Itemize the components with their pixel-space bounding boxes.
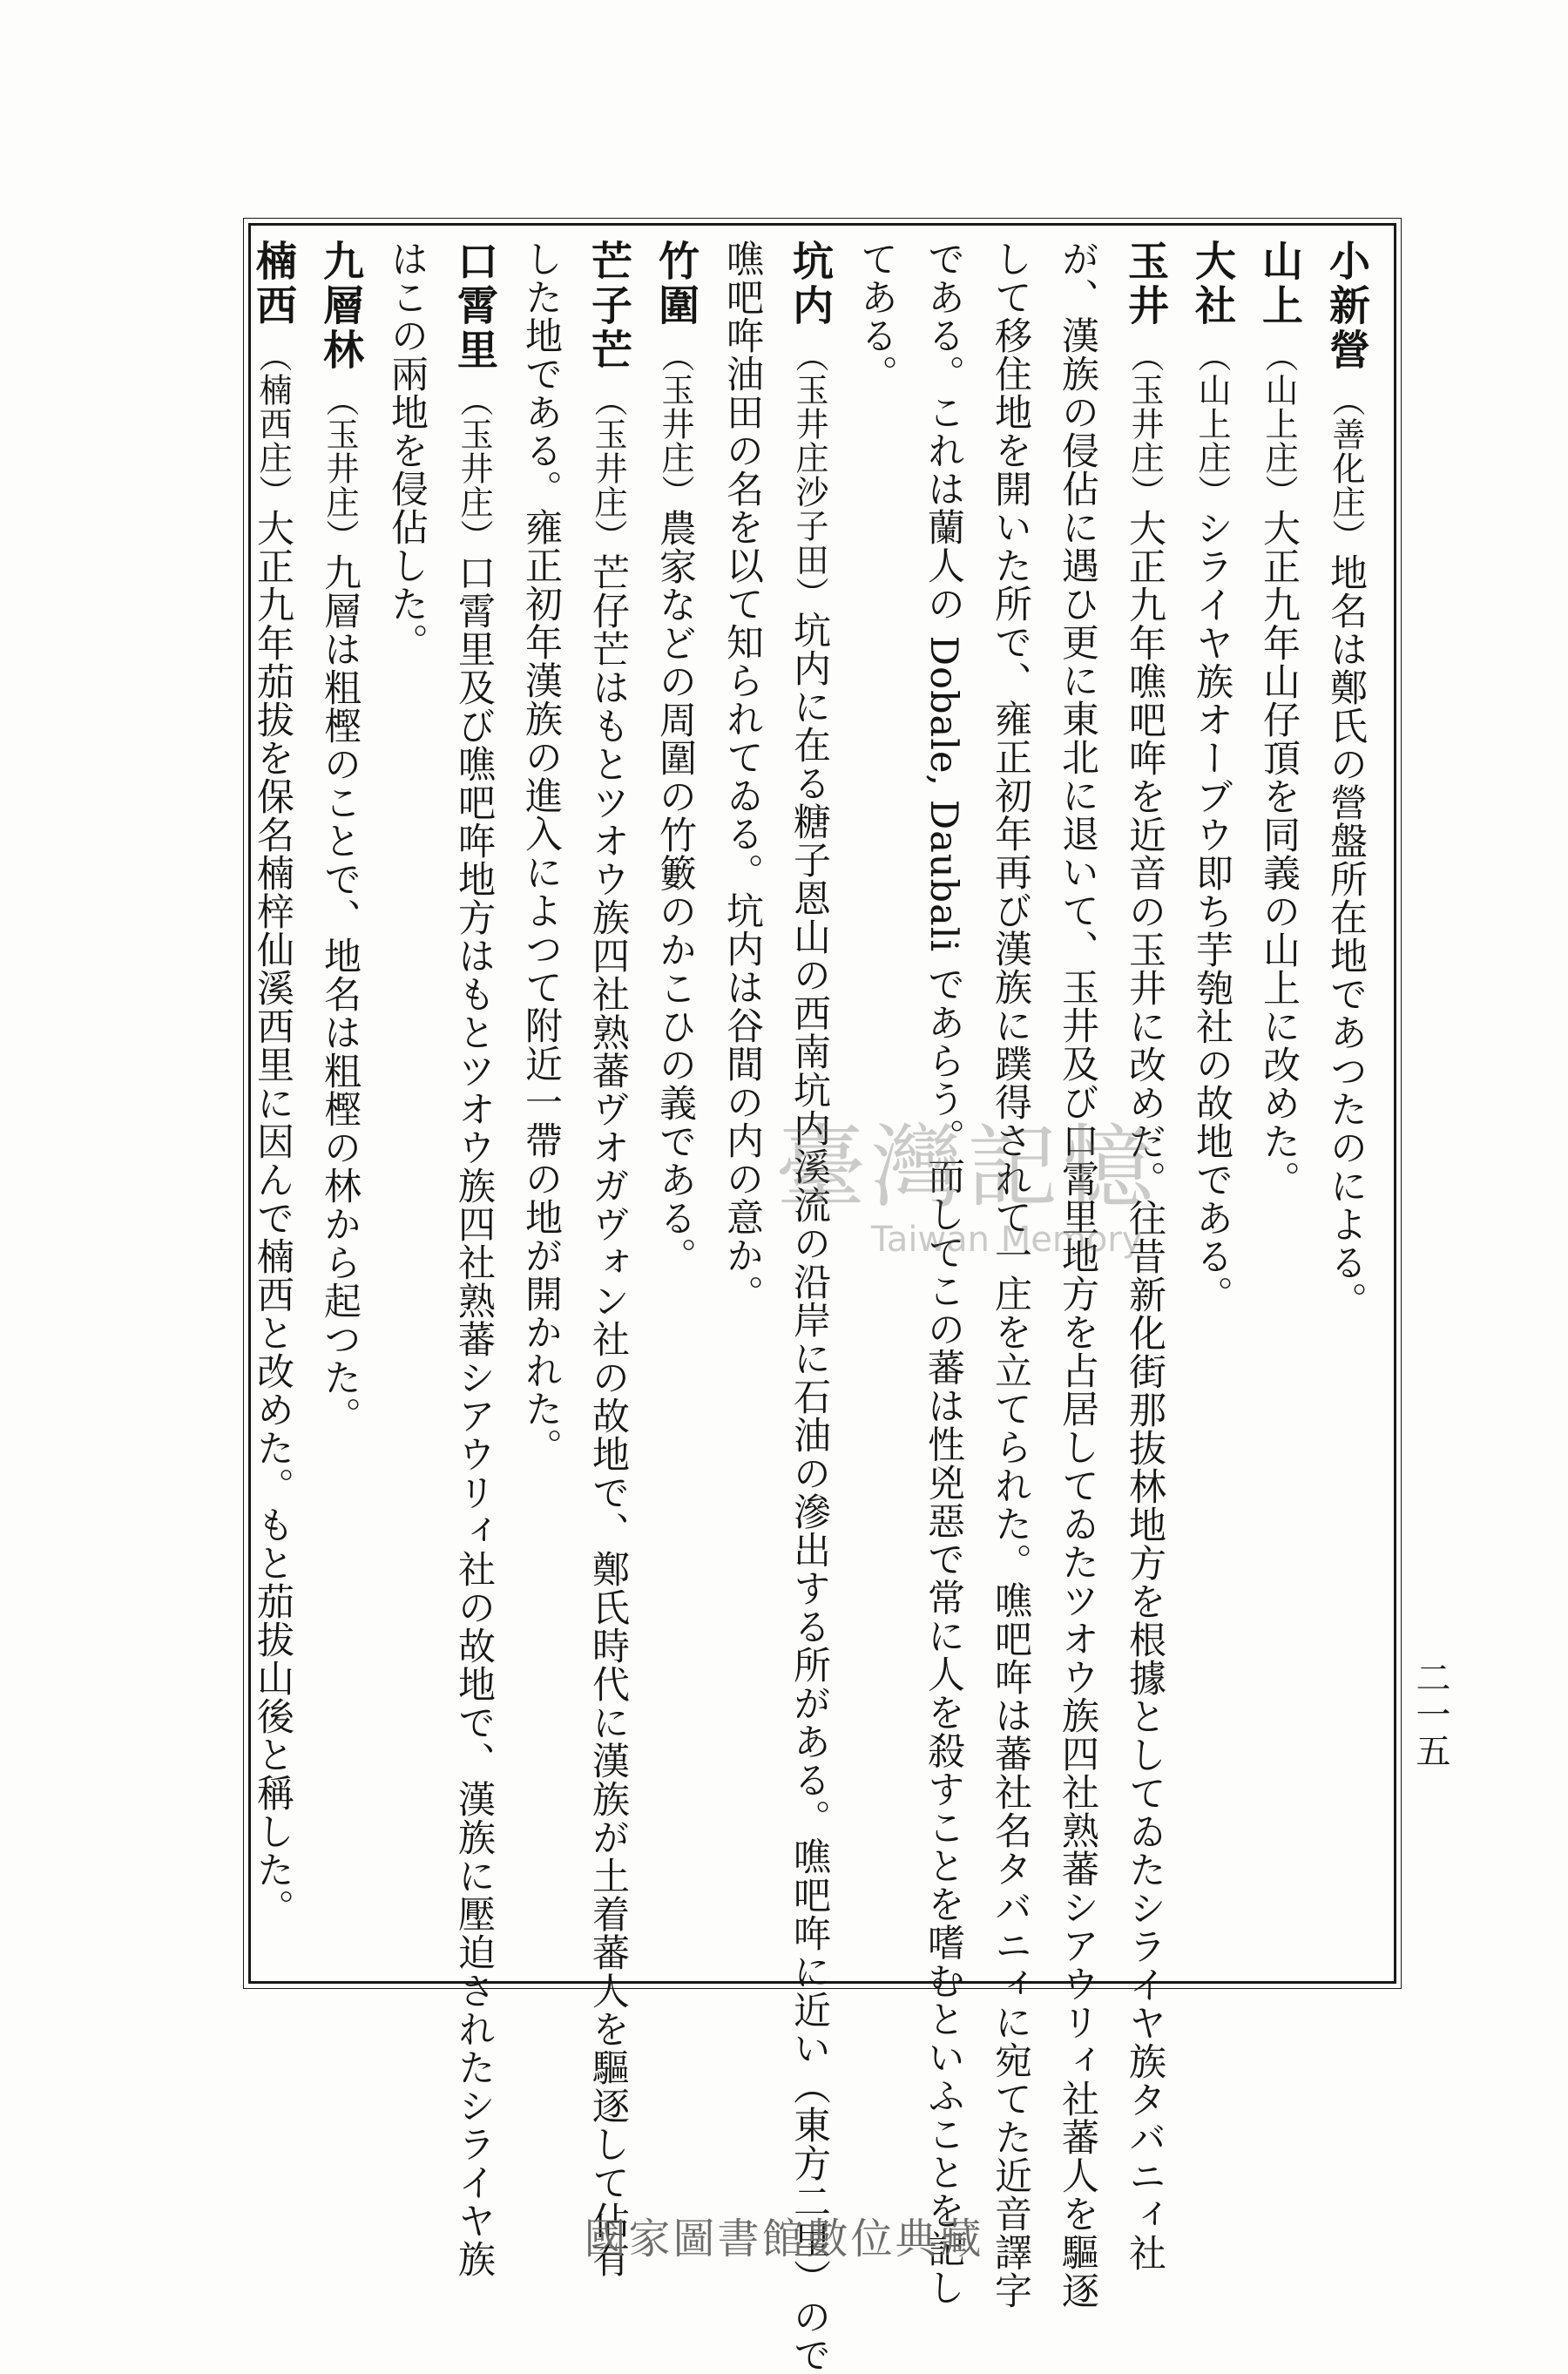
- column-text: して移住地を開いた所で、雍正初年再び漢族に蹼得されて一庄を立てられた。噍吧哖は蕃社名タバニィに宛てた近音譯字: [989, 240, 1032, 2310]
- column-text: 九層は粗樫のことで、地名は粗樫の林から起つた。: [318, 553, 362, 1435]
- text-column: [645, 240, 706, 1951]
- text-column: [1315, 240, 1376, 1951]
- headword: 口霄里: [450, 240, 498, 373]
- column-text: 口霄里及び噍吧哖地方はもとツオウ族四社熟蕃シアウリィ社の故地で、漢族に壓迫されたシライヤ族: [452, 553, 496, 2278]
- column-text: 大正九年茄拔を保名楠梓仙溪西里に因んで楠西と改めた。もと茄拔山後と稱した。: [251, 509, 294, 1927]
- text-column: [1047, 240, 1108, 2310]
- watermark-sub-text: Taiwan Memory: [871, 1220, 1143, 1260]
- column-text: てある。: [855, 240, 898, 393]
- text-column: [980, 240, 1041, 2310]
- text-column: [309, 240, 370, 1951]
- text-column: [443, 240, 504, 2278]
- location-note: （楠西庄）: [253, 339, 292, 509]
- text-column: [1181, 240, 1242, 1951]
- text-column: [376, 240, 437, 1951]
- column-text: 大正九年噍吧哖を近音の玉井に改めだ。往昔新化街那抜林地方を根據としてゐたシライヤ族タバニィ社: [1123, 509, 1166, 2272]
- location-note: （善化庄）: [1327, 383, 1365, 553]
- column-text: 芒仔芒はもとツオウ族四社熟蕃ヴオガヴォン社の故地で、鄭氏時代に漢族が土着蕃人を驅逐して佔有: [586, 553, 630, 2278]
- text-column: [578, 240, 639, 2278]
- location-note: （玉井庄）: [656, 339, 694, 509]
- column-text: 大正九年山仔頂を同義の山上に改めた。: [1257, 509, 1301, 1199]
- column-text: である。これは蘭人の Dobale, Daubali であらう。而してこの蕃は性兇惡で常に人を殺すことを嗜むといふことを記し: [922, 240, 965, 2307]
- headword: 芒子芒: [585, 240, 632, 373]
- headword: 九層林: [316, 240, 364, 373]
- column-text: 農家などの周圍の竹籔のかこひの義である。: [653, 509, 697, 1275]
- watermark-main-text: 臺灣記憶: [775, 1114, 1159, 1221]
- headword: 楠西: [249, 240, 297, 328]
- text-column: [712, 240, 773, 1951]
- text-column: [1114, 240, 1175, 2272]
- column-text: した地である。雍正初年漢族の進入によつて附近一帶の地が開かれた。: [519, 240, 563, 1466]
- text-column: [846, 240, 907, 1951]
- footer-caption: 國家圖書館數位典藏: [584, 2215, 984, 2263]
- column-text: はこの兩地を侵佔した。: [385, 240, 429, 661]
- location-note: （玉井庄沙子田）: [790, 339, 828, 611]
- text-column: [1248, 240, 1309, 1951]
- headword: 山上: [1255, 240, 1303, 328]
- headword: 坑内: [786, 240, 834, 328]
- text-column: [913, 240, 974, 2307]
- location-note: （山上庄）: [1193, 339, 1231, 509]
- headword: 竹圍: [652, 240, 700, 328]
- column-text: 噍吧哖油田の名を以て知られてゐる。坑内は谷間の内の意か。: [720, 240, 764, 1313]
- text-column: [510, 240, 571, 1951]
- text-column: [779, 240, 840, 2374]
- headword: 大社: [1188, 240, 1236, 328]
- page-number: 二一五: [1410, 1660, 1450, 1769]
- column-text: シライヤ族オーブウ即ち芋匏社の故地である。: [1190, 509, 1233, 1314]
- text-column: [242, 240, 303, 1951]
- location-note: （玉井庄）: [1125, 339, 1164, 509]
- location-note: （玉井庄）: [589, 383, 627, 553]
- location-note: （玉井庄）: [321, 383, 359, 553]
- headword: 小新營: [1322, 240, 1370, 373]
- headword: 玉井: [1121, 240, 1169, 328]
- location-note: （玉井庄）: [455, 383, 493, 553]
- column-text: 坑内に在る糖子恩山の西南坑内溪流の沿岸に石油の滲出する所がある。噍吧哖に近い（東方二里）ので: [787, 611, 831, 2374]
- location-note: （山上庄）: [1260, 339, 1298, 509]
- column-text: が、漢族の侵佔に遇ひ更に東北に退いて、玉井及び口霄里地方を占居してゐたツオウ族四社熟蕃シアウリィ社蕃人を驅逐: [1056, 240, 1099, 2310]
- column-text: 地名は鄭氏の營盤所在地であつたのによる。: [1324, 553, 1368, 1320]
